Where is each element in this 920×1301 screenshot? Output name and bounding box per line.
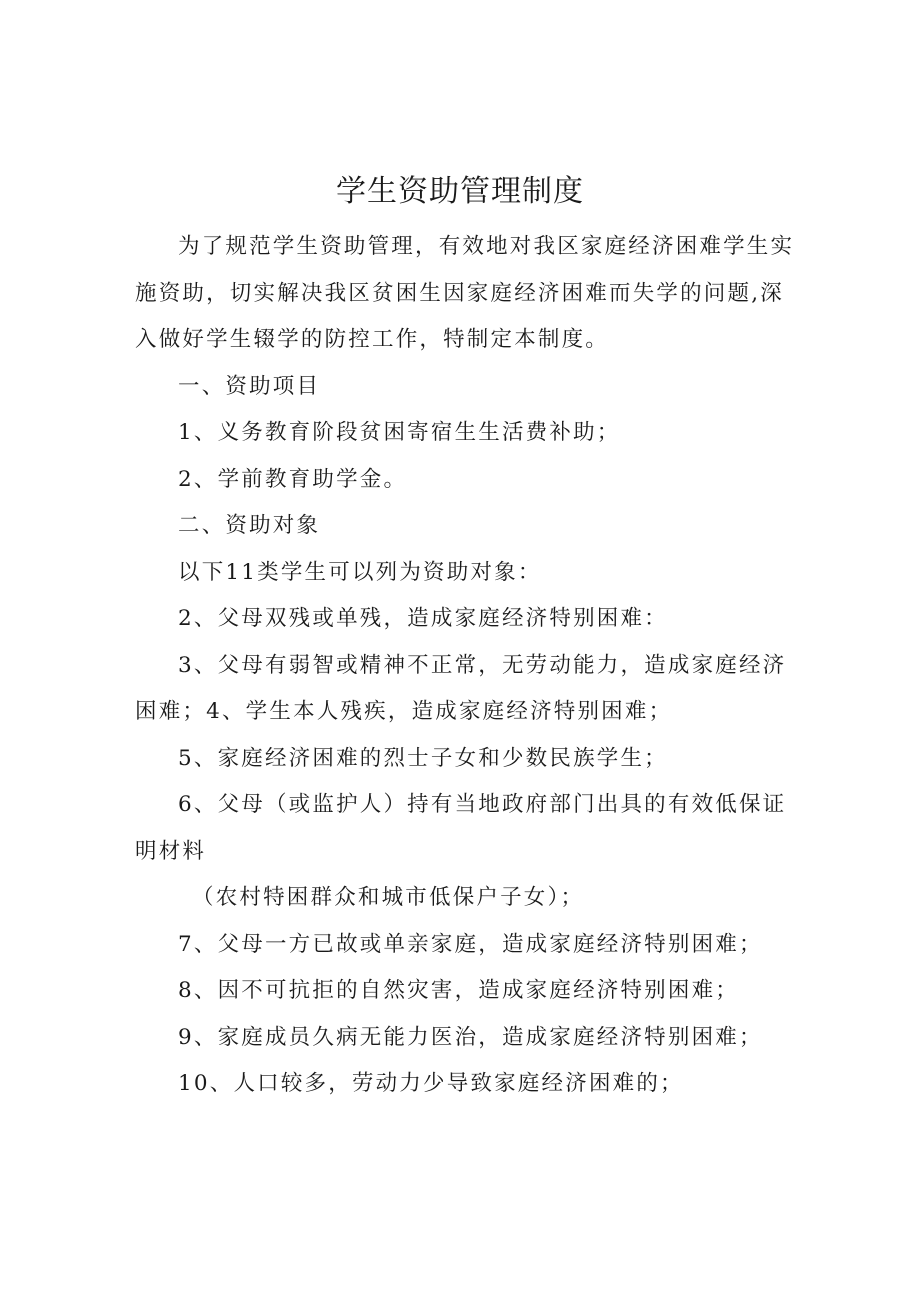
section-heading-funding-items: 一、资助项目 <box>178 373 321 399</box>
list-item: 3、父母有弱智或精神不正常，无劳动能力，造成家庭经济困难；4、学生本人残疾，造成家庭经济特别困难； <box>135 652 787 724</box>
list-item: 10、人口较多，劳动力少导致家庭经济困难的； <box>178 1071 684 1096</box>
list-item: 2、父母双残或单残，造成家庭经济特别困难： <box>178 606 668 631</box>
document-title: 学生资助管理制度 <box>336 174 584 209</box>
document-body <box>135 224 795 1108</box>
list-item: 6、父母（或监护人）持有当地政府部门出具的有效低保证明材料 <box>135 792 787 864</box>
list-item: 8、因不可抗拒的自然灾害，造成家庭经济特别困难； <box>178 978 739 1003</box>
section-heading-funding-targets: 二、资助对象 <box>178 513 321 538</box>
list-item: 7、父母一方已故或单亲家庭，造成家庭经济特别困难； <box>178 931 763 957</box>
list-item: 5、家庭经济困难的烈士子女和少数民族学生； <box>178 745 668 771</box>
paragraph-intro: 为了规范学生资助管理，有效地对我区家庭经济困难学生实施资助，切实解决我区贫困生因家庭经济困难而失学的问题,深入做好学生辍学的防控工作，特制定本制度。 <box>135 234 795 352</box>
list-item: 9、家庭成员久病无能力医治，造成家庭经济特别困难； <box>178 1024 763 1050</box>
paragraph-targets-intro: 以下11类学生可以列为资助对象： <box>178 559 542 585</box>
list-item: 1、义务教育阶段贫困寄宿生生活费补助； <box>178 420 621 445</box>
list-item-continuation: （农村特困群众和城市低保户子女）； <box>192 885 585 910</box>
list-item: 2、学前教育助学金。 <box>178 466 408 492</box>
